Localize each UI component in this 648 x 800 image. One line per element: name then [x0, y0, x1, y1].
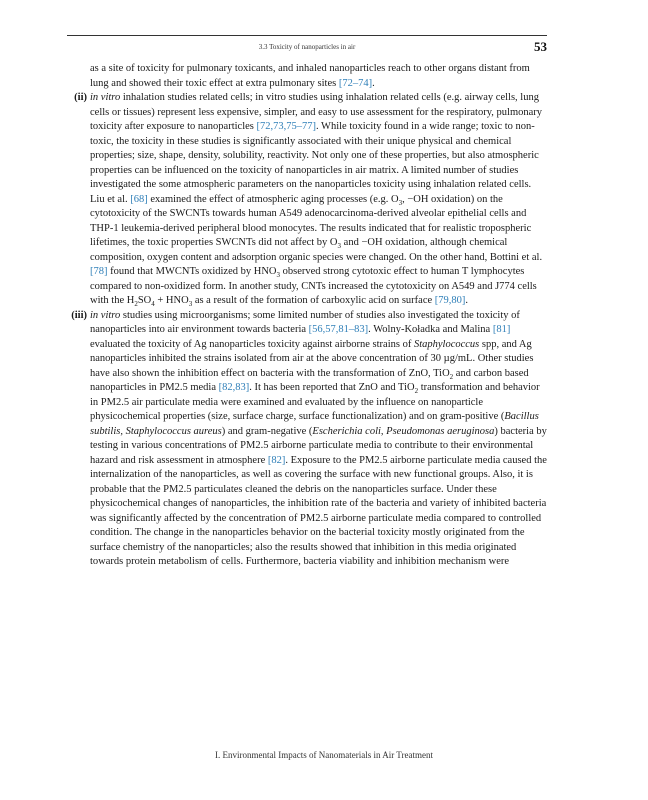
subscript: 3 — [337, 242, 342, 251]
text-run: as a result of the formation of carboxylic acid on surface — [192, 295, 435, 306]
citation-link[interactable]: [68] — [130, 193, 148, 205]
text-run: . Exposure to the PM2.5 airborne particulate media caused the internalization of the nanoparticles, as well as covering the surface with new functional groups. Also, it is probable that the PM2.5 particulates cleaned the debris on the nanoparticles surface. Under these physicochemical changes of nanoparticles, the inhibition rate of the bacteria and variety of inhibited bacteria was significantly affected by the concentration of PM2.5 airborne particulate media compared to controlled condition. The change in the nanoparticles behavior on the bacterial toxicity mostly originated from the surface chemistry of the nanoparticles; also the results showed that inhibition in this media originated towards protein metabolism of cells. Furthermore, bacteria viability and inhibition mechanism were — [90, 454, 547, 567]
citation-link[interactable]: [78] — [90, 266, 108, 277]
list-item-ii — [67, 91, 547, 309]
text-run: + HNO — [154, 295, 189, 306]
body-text — [67, 62, 547, 570]
text-run: transformation and behavior in PM2.5 air particulate media were examined and evaluated by the influence on nanoparticle physicochemical properties (size, surface charge, surface functionalization) and on gram-positive ( — [90, 382, 540, 422]
text-run: . — [465, 295, 469, 306]
italic-run: in vitro — [90, 309, 121, 321]
text-run: observed strong cytotoxic effect to human T lymphocytes compared to non-oxidized form. In another study, CNTs increased the cytotoxicity on A549 and J774 cells with the H — [90, 266, 537, 306]
subscript: 2 — [134, 300, 138, 309]
italic-run: in vitro — [90, 92, 121, 103]
page-number: 53 — [534, 39, 547, 54]
italic-run: Escherichia coli, Pseudomonas aeruginosa — [312, 425, 495, 437]
text-run: found that MWCNTs oxidized by HNO — [107, 266, 277, 277]
text-run: . It has been reported that ZnO and TiO — [249, 382, 415, 393]
citation-link[interactable]: [56,57,81–83] — [308, 324, 369, 335]
citation-link[interactable]: [82,83] — [218, 382, 250, 393]
text-run: SO — [137, 295, 152, 306]
citation-link[interactable]: [72,73,75–77] — [256, 121, 316, 132]
text-run: , −OH oxidation) on the cytotoxicity of the SWCNTs towards human A549 adenocarcinoma-derived alveolar epithelial cells and THP-1 leukemia-derived peripheral blood monocytes. The results indicated that for realistic tropospheric lifetimes, the toxic properties SWCNTs did not affect by O — [90, 193, 532, 248]
subscript: 2 — [414, 387, 419, 396]
text-run: inhalation studies related cells; in vitro studies using inhalation related cells (e.g. airway cells, lung cells or tissues) represent less expensive, simpler, and easy to use assessment for the respiratory, pulmonary toxicity after exposure to nanoparticles — [90, 92, 543, 132]
page-footer: I. Environmental Impacts of Nanomaterials in Air Treatment — [215, 750, 433, 760]
italic-run: Bacillus subtilis, Staphylococcus aureus — [90, 411, 539, 437]
text-run: ) bacteria by testing in various concentrations of PM2.5 airborne particulate media to contribute to their environmental hazard and risk assessment in atmosphere — [90, 425, 547, 466]
italic-run: Staphylococcus — [413, 338, 480, 350]
subscript: 2 — [449, 372, 454, 381]
text-run: and −OH oxidation, although chemical composition, oxygen content and adsorption organic species were changed. On the other hand, Bottini et al. — [90, 237, 543, 263]
paragraph-continuation — [67, 62, 547, 91]
text-run: and carbon based nanoparticles in PM2.5 media — [90, 367, 529, 393]
list-item-label: (ii) — [74, 92, 87, 103]
text-run: studies using microorganisms; some limited number of studies also investigated the toxicity of nanoparticles into air environment towards bacteria — [90, 309, 520, 335]
text-run: . — [372, 77, 375, 89]
text-run: ) and gram-negative ( — [221, 425, 313, 437]
text-run: spp, and Ag nanoparticles inhibited the strains isolated from air at the above concentration of 30 µg/mL. Other studies have also shown the inhibition effect on bacteria with the transformation of ZnO, TiO — [90, 338, 534, 379]
text-run: evaluated the toxicity of Ag nanoparticles toxicity against airborne strains of — [90, 338, 414, 350]
subscript: 4 — [151, 300, 155, 309]
running-title: 3.3 Toxicity of nanoparticles in air — [258, 43, 356, 51]
header-rule — [67, 35, 547, 36]
citation-link[interactable]: [79,80] — [434, 295, 466, 306]
running-head — [67, 40, 547, 56]
subscript: 3 — [398, 198, 403, 207]
subscript: 3 — [276, 271, 280, 280]
citation-link[interactable]: [82] — [267, 454, 286, 466]
text-run: . While toxicity found in a wide range; toxic to non-toxic, the toxicity in these studies is significantly associated with their unique physical and chemical properties; size, shape, density, solubility, reactivity. Not only one of these properties, but also atmospheric properties can be influenced on the toxicity of nanoparticles in air matrix. A limited number of studies investigated the some atmospheric parameters on the nanoparticles toxicity using inhalation related cells. Liu et al. — [90, 121, 539, 205]
citation-link[interactable]: [81] — [492, 324, 511, 335]
list-item-iii — [67, 309, 547, 570]
text-run: as a site of toxicity for pulmonary toxicants, and inhaled nanoparticles reach to other organs distant from lung and showed their toxic effect at extra pulmonary sites — [90, 63, 530, 89]
text-run: . Wolny-Koładka and Malina — [368, 324, 493, 335]
subscript: 3 — [188, 300, 193, 309]
list-item-label: (iii) — [71, 309, 87, 321]
citation-link[interactable]: [72–74] — [338, 77, 373, 89]
text-run: examined the effect of atmospheric aging processes (e.g. O — [147, 193, 399, 205]
